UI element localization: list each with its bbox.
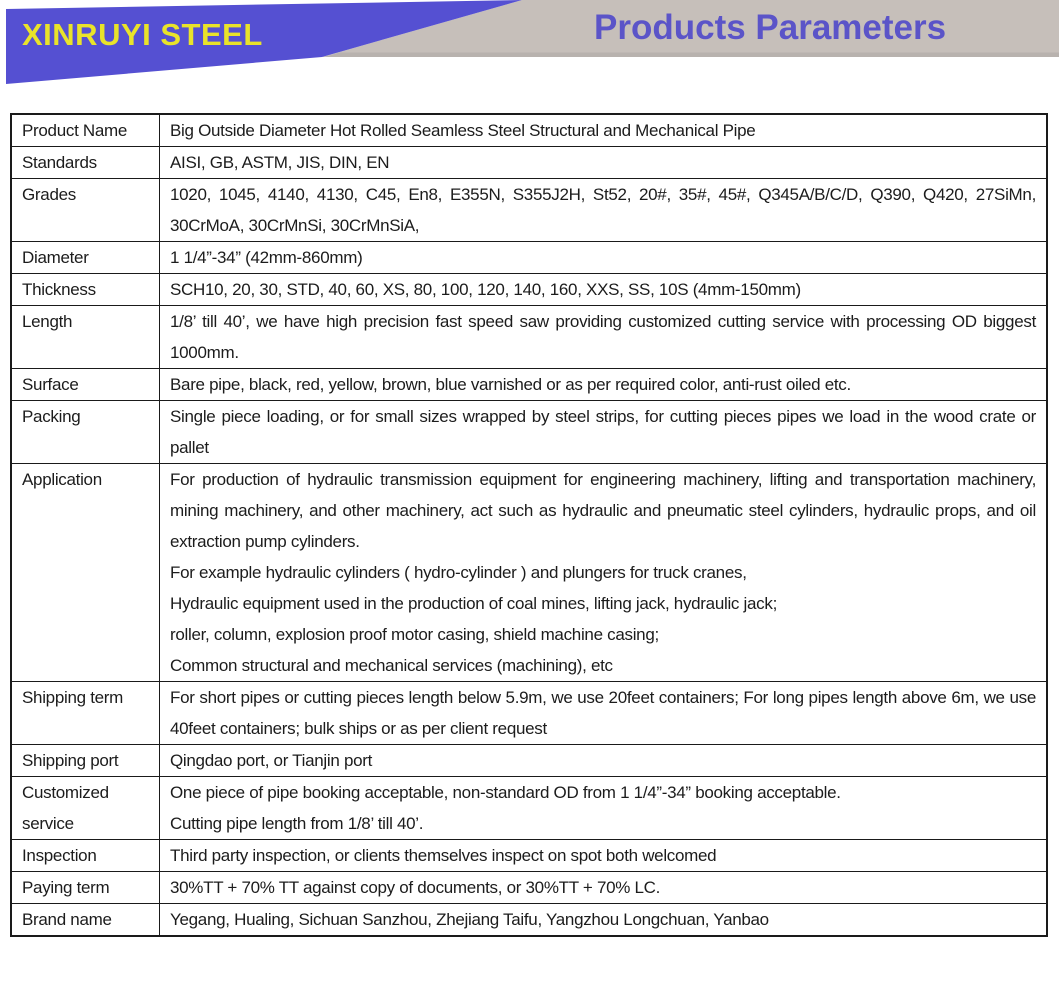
param-value-line: One piece of pipe booking acceptable, non-standard OD from 1 1/4”-34” booking acceptable. xyxy=(170,783,841,802)
param-label: Surface xyxy=(12,369,160,400)
param-label: Brand name xyxy=(12,904,160,935)
param-label: Packing xyxy=(12,401,160,463)
param-value xyxy=(160,840,1046,871)
param-label: Shipping port xyxy=(12,745,160,776)
param-value xyxy=(160,306,1046,368)
table-row xyxy=(12,147,1046,179)
param-value-line: Bare pipe, black, red, yellow, brown, blue varnished or as per required color, anti-rust oiled etc. xyxy=(170,375,851,394)
param-value xyxy=(160,274,1046,305)
param-value xyxy=(160,401,1046,463)
param-value-line: Common structural and mechanical services (machining), etc xyxy=(170,656,613,675)
table-row xyxy=(12,274,1046,306)
table-row xyxy=(12,777,1046,840)
param-label: Paying term xyxy=(12,872,160,903)
param-value xyxy=(160,682,1046,744)
param-value-line: Cutting pipe length from 1/8’ till 40’. xyxy=(170,814,424,833)
param-value xyxy=(160,242,1046,273)
table-row xyxy=(12,904,1046,935)
param-value-line: For production of hydraulic transmission equipment for engineering machinery, lifting and transportation machinery, mining machinery, and other machinery, act such as hydraulic and pneumatic steel cylinders, hydraulic props, and oil extraction pump cylinders. xyxy=(170,470,1036,551)
param-label: Application xyxy=(12,464,160,681)
table-row xyxy=(12,745,1046,777)
param-value xyxy=(160,369,1046,400)
param-label: Thickness xyxy=(12,274,160,305)
company-logo-text: XINRUYI STEEL xyxy=(22,17,263,52)
param-label: Customized service xyxy=(12,777,160,839)
table-row xyxy=(12,401,1046,464)
param-value-line: For example hydraulic cylinders ( hydro-cylinder ) and plungers for truck cranes, xyxy=(170,563,747,582)
param-label: Diameter xyxy=(12,242,160,273)
param-value xyxy=(160,147,1046,178)
param-value-line: 1/8’ till 40’, we have high precision fast speed saw providing customized cutting service with processing OD biggest 1000mm. xyxy=(170,312,1036,362)
param-value-line: 30%TT + 70% TT against copy of documents, or 30%TT + 70% LC. xyxy=(170,878,661,897)
param-value xyxy=(160,464,1046,681)
param-value xyxy=(160,115,1046,146)
param-value-line: AISI, GB, ASTM, JIS, DIN, EN xyxy=(170,153,390,172)
table-row xyxy=(12,115,1046,147)
param-value xyxy=(160,904,1046,935)
page-title: Products Parameters xyxy=(594,8,947,47)
param-value-line: Single piece loading, or for small sizes wrapped by steel strips, for cutting pieces pipes we load in the wood crate or pallet xyxy=(170,407,1036,457)
table-row xyxy=(12,369,1046,401)
param-value-line: SCH10, 20, 30, STD, 40, 60, XS, 80, 100, 120, 140, 160, XXS, SS, 10S (4mm-150mm) xyxy=(170,280,801,299)
table-row xyxy=(12,179,1046,242)
param-value-line: Third party inspection, or clients themselves inspect on spot both welcomed xyxy=(170,846,717,865)
table-row xyxy=(12,840,1046,872)
param-value-line: 1020, 1045, 4140, 4130, C45, En8, E355N, S355J2H, St52, 20#, 35#, 45#, Q345A/B/C/D, Q390, Q420, 27SiMn, 30CrMoA, 30CrMnSi, 30CrMnSiA, xyxy=(170,185,1036,235)
banner-gray-edge xyxy=(325,53,1059,58)
param-value xyxy=(160,745,1046,776)
param-label: Grades xyxy=(12,179,160,241)
param-value-line: Big Outside Diameter Hot Rolled Seamless Steel Structural and Mechanical Pipe xyxy=(170,121,756,140)
param-label: Shipping term xyxy=(12,682,160,744)
param-value-line: 1 1/4”-34” (42mm-860mm) xyxy=(170,248,363,267)
table-row xyxy=(12,306,1046,369)
param-label: Inspection xyxy=(12,840,160,871)
param-value-line: Yegang, Hualing, Sichuan Sanzhou, Zhejiang Taifu, Yangzhou Longchuan, Yanbao xyxy=(170,910,769,929)
param-value xyxy=(160,872,1046,903)
param-label: Product Name xyxy=(12,115,160,146)
parameters-table xyxy=(10,113,1048,937)
param-label: Length xyxy=(12,306,160,368)
table-row xyxy=(12,464,1046,682)
param-value-line: roller, column, explosion proof motor casing, shield machine casing; xyxy=(170,625,659,644)
table-row xyxy=(12,872,1046,904)
param-value xyxy=(160,777,1046,839)
table-row xyxy=(12,242,1046,274)
param-value-line: Qingdao port, or Tianjin port xyxy=(170,751,373,770)
param-value-line: For short pipes or cutting pieces length below 5.9m, we use 20feet containers; For long pipes length above 6m, we use 40feet containers; bulk ships or as per client request xyxy=(170,688,1036,738)
header-banner xyxy=(0,0,1059,92)
param-label: Standards xyxy=(12,147,160,178)
param-value xyxy=(160,179,1046,241)
param-value-line: Hydraulic equipment used in the production of coal mines, lifting jack, hydraulic jack; xyxy=(170,594,778,613)
table-row xyxy=(12,682,1046,745)
